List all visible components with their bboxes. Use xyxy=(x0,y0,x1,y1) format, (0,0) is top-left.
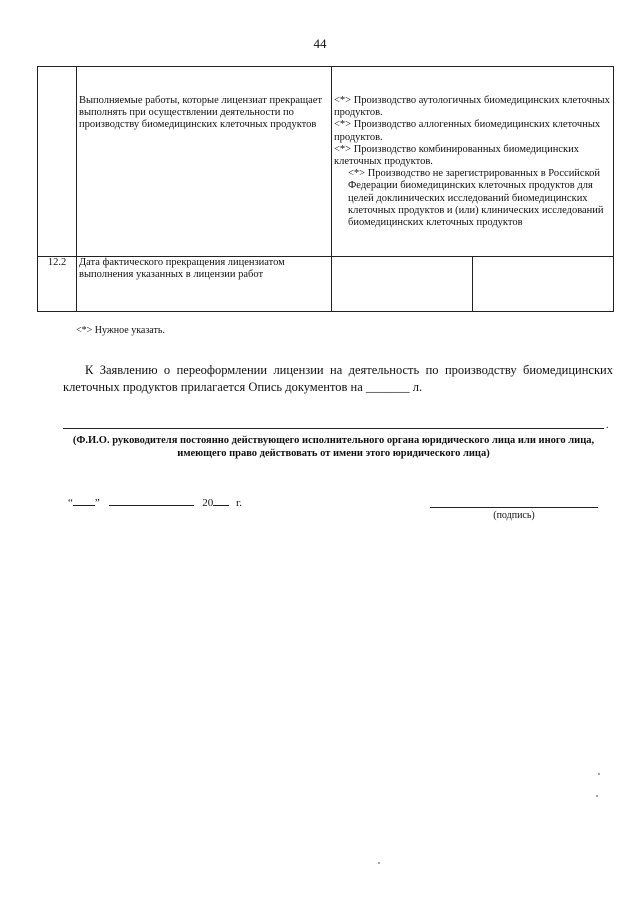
work-description: Выполняемые работы, которые лицензиат прекращает выполнять при осуществлении деятельности по производству биомедицинских клеточных продуктов xyxy=(79,95,323,131)
row-number-cell xyxy=(38,67,77,257)
documents-statement: К Заявлению о переоформлении лицензии на деятельность по производству биомедицинских клеточных продуктов прилагается Опись документов на _______ л. xyxy=(63,363,613,394)
options-cell xyxy=(332,67,614,257)
date-field xyxy=(68,495,242,509)
option-autologous: <*> Производство аутологичных биомедицинских клеточных продуктов. xyxy=(334,95,610,119)
scan-speck xyxy=(598,773,600,775)
termination-date-label: Дата фактического прекращения лицензиатом выполнения указанных в лицензии работ xyxy=(79,257,285,281)
date-value-cell[interactable] xyxy=(332,257,473,312)
table-row xyxy=(38,257,614,312)
year-prefix: 20 xyxy=(202,497,214,509)
fio-line-mark: . xyxy=(606,420,609,431)
fio-caption-line-1: (Ф.И.О. руководителя постоянно действующего исполнительного органа юридического лица или иного лица, xyxy=(72,435,595,446)
scan-speck xyxy=(378,862,380,864)
year-blank[interactable] xyxy=(213,495,229,506)
signature-caption: (подпись) xyxy=(493,510,535,521)
footnote: <*> Нужное указать. xyxy=(76,325,165,336)
option-allogeneic: <*> Производство аллогенных биомедицинских клеточных продуктов. xyxy=(334,119,601,143)
fio-caption xyxy=(63,434,604,460)
empty-value-cell xyxy=(473,257,614,312)
fio-caption-line-2: имеющего право действовать от имени этого юридического лица) xyxy=(177,448,490,459)
option-combined: <*> Производство комбинированных биомедицинских клеточных продуктов. xyxy=(334,143,579,168)
option-unregistered: <*> Производство не зарегистрированных в Российской Федерации биомедицинских клеточных продуктов для целей доклинических исследований биомедицинских клеточных продуктов и (или) клинических исследований биомедицинских клеточных продуктов xyxy=(348,168,604,229)
day-blank[interactable] xyxy=(73,495,95,506)
description-cell xyxy=(77,67,332,257)
row-number-cell: 12.2 xyxy=(38,257,77,312)
fio-signature-line[interactable] xyxy=(63,428,604,429)
date-close-quote: ” xyxy=(94,497,100,509)
description-cell xyxy=(77,257,332,312)
year-suffix: г. xyxy=(236,497,243,509)
date-open-quote: “ xyxy=(68,497,73,509)
page-number: 44 xyxy=(313,36,327,51)
scan-speck xyxy=(596,795,598,797)
signature-line[interactable] xyxy=(430,507,598,508)
month-blank[interactable] xyxy=(109,495,194,506)
table-row xyxy=(38,67,614,257)
form-table xyxy=(37,66,614,312)
